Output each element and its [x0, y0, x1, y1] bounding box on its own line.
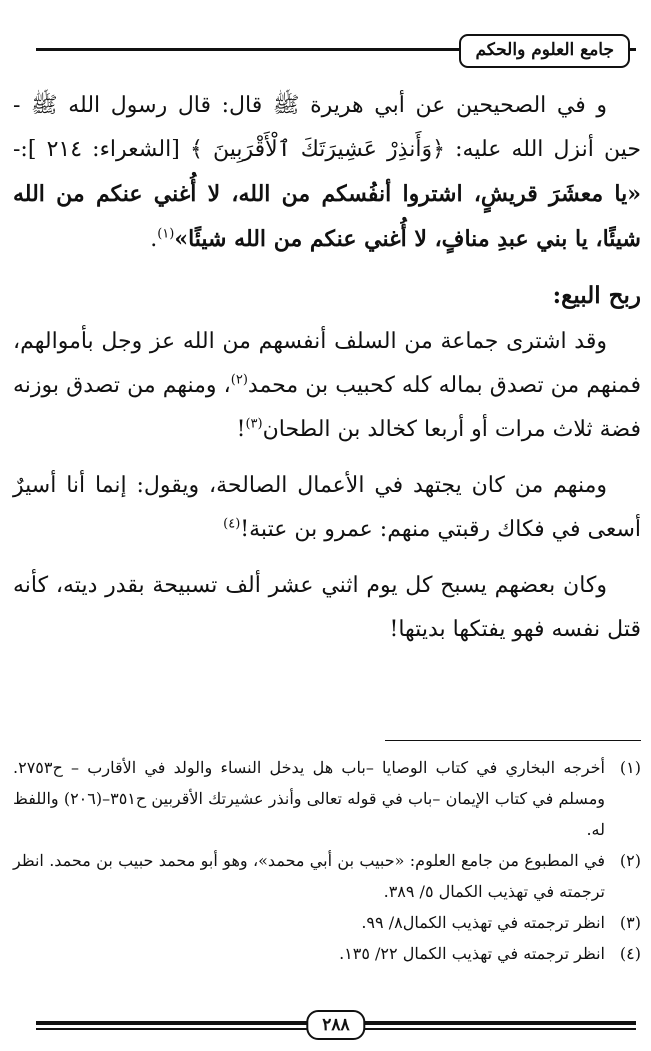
footnote-item [13, 938, 641, 969]
footnote-text: انظر ترجمته في تهذيب الكمال٨/ ٩٩. [361, 913, 605, 932]
footnote-ref-2[interactable]: (٢) [230, 372, 248, 388]
footnote-number: (٢) [619, 851, 641, 870]
footnote-item [13, 845, 641, 907]
hadith-quote: «يا معشَرَ قريشٍ، اشتروا أنفُسكم من الله، لا أُغني عنكم من الله شيئًا، يا بني عبدِ منافٍ، لا أُغني عنكم من الله شيئًا» [13, 181, 641, 252]
footnote-item [13, 752, 641, 845]
footnote-separator [385, 740, 641, 741]
salaf-text-2: ، ومنهم من تصدق بوزنه فضة ثلاث مرات أو أربعا كخالد بن الطحان [13, 373, 641, 442]
paragraph-salaf [13, 320, 641, 452]
footnote-ref-4[interactable]: (٤) [223, 516, 241, 532]
paragraph-hadith [13, 84, 641, 262]
footnote-number: (١) [619, 758, 641, 777]
footnote-text: أخرجه البخاري في كتاب الوصايا –باب هل يدخل النساء والولد في الأقارب – ح٢٧٥٣. ومسلم في كتاب الإيمان –باب في قوله تعالى وأنذر عشيرتك الأقربين ح٣٥١–(٢٠٦) واللفظ له. [13, 758, 605, 839]
hadith-intro: و في الصحيحين عن أبي هريرة ﷺ قال: قال رسول الله ﷺ - حين أنزل الله عليه: ﴿وَأَنذِرْ عَشِيرَتَكَ ٱلْأَقْرَبِينَ ﴾ [الشعراء: ٢١٤ ]:- [13, 93, 642, 162]
running-header [36, 32, 636, 70]
footnote-ref-3[interactable]: (٣) [245, 416, 263, 432]
footnote-item [13, 907, 641, 938]
paragraph-effort [13, 464, 641, 552]
footnotes [13, 752, 641, 969]
effort-text: ومنهم من كان يجتهد في الأعمال الصالحة، ويقول: إنما أنا أسيرٌ أسعى في فكاك رقبتي منهم: عمرو بن عتبة! [13, 473, 641, 542]
footnote-text: في المطبوع من جامع العلوم: «حبيب بن أبي محمد»، وهو أبو محمد حبيب بن محمد. انظر ترجمته في تهذيب الكمال ٥/ ٣٨٩. [13, 851, 605, 901]
salaf-text-1: وقد اشترى جماعة من السلف أنفسهم من الله عز وجل بأموالهم، فمنهم من تصدق بماله كله كحبيب بن محمد [13, 329, 641, 398]
footnote-number: (٤) [619, 944, 641, 963]
page-footer [36, 1010, 636, 1040]
main-text [13, 84, 641, 652]
footnote-ref-1[interactable]: (١) [157, 226, 175, 242]
salaf-end: ! [236, 417, 246, 442]
hadith-end: . [150, 227, 158, 252]
footnote-number: (٣) [619, 913, 641, 932]
page-number: ٢٨٨ [306, 1010, 365, 1040]
footnote-text: انظر ترجمته في تهذيب الكمال ٢٢/ ١٣٥. [339, 944, 605, 963]
section-heading: ربح البيع: [552, 282, 641, 309]
paragraph-tasbih: وكان بعضهم يسبح كل يوم اثني عشر ألف تسبيحة بقدر ديته، كأنه قتل نفسه فهو يفتكها بديتها! [13, 573, 641, 642]
header-title: جامع العلوم والحكم [459, 34, 630, 68]
